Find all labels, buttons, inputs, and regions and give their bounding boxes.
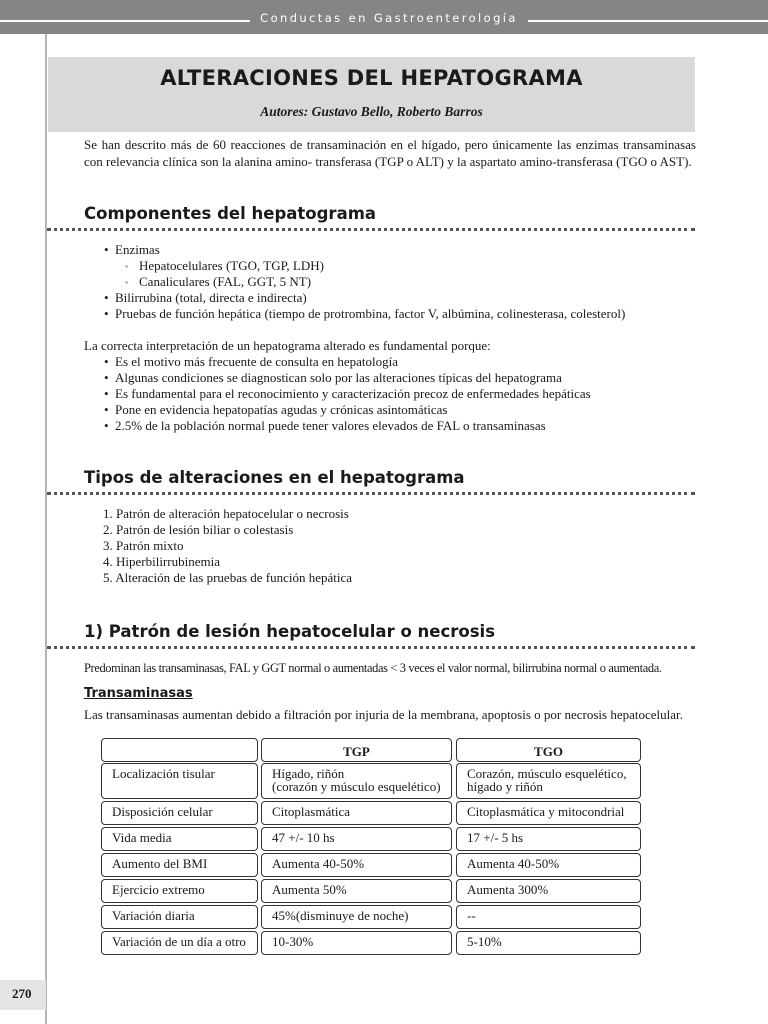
- table-cell-line: 47 +/- 10 hs: [272, 830, 335, 845]
- section-divider: [47, 646, 695, 649]
- table-cell-line: 17 +/- 5 hs: [467, 830, 524, 845]
- list-item: 4. Hiperbilirrubinemia: [103, 554, 220, 569]
- section-divider: [47, 492, 695, 495]
- list-item: • Pruebas de función hepática (tiempo de protrombina, factor V, albúmina, colinesterasa, colesterol): [103, 306, 625, 322]
- transaminasas-text: Las transaminasas aumentan debido a filtración por injuria de la membrana, apoptosis o por necrosis hepatocelular.: [84, 707, 683, 722]
- list-item: 3. Patrón mixto: [103, 538, 184, 553]
- section-heading-types: Tipos de alteraciones en el hepatograma: [84, 468, 465, 487]
- table-cell-line: Corazón, músculo esquelético,: [467, 766, 627, 781]
- title-box: [48, 57, 695, 132]
- table-cell-line: Aumenta 50%: [272, 882, 347, 897]
- table-cell-tgo: [456, 905, 641, 929]
- page-number: 270: [12, 986, 32, 1001]
- table-cell-line: 45%(disminuye de noche): [272, 908, 409, 923]
- list-subitem: ◦ Hepatocelulares (TGO, TGP, LDH): [103, 258, 625, 274]
- table-row-label: Ejercicio extremo: [101, 879, 258, 903]
- table-cell-line: --: [467, 908, 476, 923]
- table-cell-line: Aumenta 40-50%: [272, 856, 365, 871]
- table-row-label: Variación diaria: [101, 905, 258, 929]
- table-cell-tgo: [456, 931, 641, 955]
- reasons-list: [103, 354, 591, 434]
- list-item: • Pone en evidencia hepatopatías agudas y crónicas asintomáticas: [103, 402, 591, 418]
- table-row-label: Localización tisular: [101, 763, 258, 799]
- page-number-tab: [0, 980, 46, 1010]
- table-cell-line: Aumenta 300%: [467, 882, 549, 897]
- table-cell-tgp: [261, 879, 452, 903]
- header-bar: [0, 0, 768, 34]
- table-cell-line: Citoplasmática: [272, 804, 350, 819]
- table-row-label: Vida media: [101, 827, 258, 851]
- header-rule-left: [0, 20, 250, 22]
- table-cell-line: (corazón y músculo esquelético): [272, 779, 441, 794]
- subheading-transaminasas: Transaminasas: [84, 686, 193, 701]
- table-row-label: Aumento del BMI: [101, 853, 258, 877]
- list-item: • Es fundamental para el reconocimiento y caracterización precoz de enfermedades hepáticas: [103, 386, 591, 402]
- pattern1-summary: Predominan las transaminasas, FAL y GGT normal o aumentadas < 3 veces el valor normal, bilirrubina normal o aumentada.: [84, 661, 662, 675]
- list-item: • Es el motivo más frecuente de consulta en hepatología: [103, 354, 591, 370]
- list-item: 2. Patrón de lesión biliar o colestasis: [103, 522, 294, 537]
- components-list: [103, 242, 625, 322]
- interpretation-intro: La correcta interpretación de un hepatograma alterado es fundamental porque:: [84, 338, 491, 353]
- header-rule-right: [528, 20, 768, 22]
- table-cell-tgo: [456, 879, 641, 903]
- list-item: • Algunas condiciones se diagnostican solo por las alteraciones típicas del hepatograma: [103, 370, 591, 386]
- types-list: [103, 506, 352, 586]
- table-cell-tgp: [261, 931, 452, 955]
- table-cell-line: Aumenta 40-50%: [467, 856, 560, 871]
- table-cell-tgo: [456, 853, 641, 877]
- table-cell-tgp: [261, 763, 452, 799]
- list-item: • Enzimas: [103, 242, 625, 258]
- table-cell-tgo: [456, 763, 641, 799]
- list-item: 5. Alteración de las pruebas de función hepática: [103, 570, 353, 585]
- table-cell-tgp: [261, 827, 452, 851]
- table-row-label: Variación de un día a otro: [101, 931, 258, 955]
- list-item: • 2.5% de la población normal puede tener valores elevados de FAL o transaminasas: [103, 418, 591, 434]
- table-cell-tgp: [261, 853, 452, 877]
- list-item: • Bilirrubina (total, directa e indirecta): [103, 290, 625, 306]
- table-row-label: Disposición celular: [101, 801, 258, 825]
- section-divider: [47, 228, 695, 231]
- table-cell-tgp: [261, 801, 452, 825]
- table-cell-tgo: [456, 801, 641, 825]
- section-heading-components: Componentes del hepatograma: [84, 204, 377, 223]
- table-cell-line: Hígado, riñón: [272, 766, 345, 781]
- list-item: 1. Patrón de alteración hepatocelular o necrosis: [103, 506, 349, 521]
- table-cell-tgp: [261, 905, 452, 929]
- table-cell-line: 5-10%: [467, 934, 502, 949]
- intro-paragraph: Se han descrito más de 60 reacciones de transaminación en el hígado, pero únicamente las enzimas transaminasas con relevancia clínica son la alanina amino- transferasa (TGP o ALT) y la aspartato amino-transferasa (TGO o AST).: [84, 137, 696, 169]
- table-cell-line: 10-30%: [272, 934, 314, 949]
- page-title: ALTERACIONES DEL HEPATOGRAMA: [160, 66, 583, 90]
- table-cell-line: Citoplasmática y mitocondrial: [467, 804, 625, 819]
- table-cell-tgo: [456, 827, 641, 851]
- running-title: Conductas en Gastroenterología: [260, 11, 518, 25]
- table-header-cell: TGP: [261, 738, 452, 762]
- list-subitem: ◦ Canaliculares (FAL, GGT, 5 NT): [103, 274, 625, 290]
- table-cell-line: hígado y riñón: [467, 779, 543, 794]
- table-header-cell: TGO: [456, 738, 641, 762]
- authors: Autores: Gustavo Bello, Roberto Barros: [260, 104, 483, 119]
- left-margin-rule: [45, 34, 47, 1024]
- table-header-cell: [101, 738, 258, 762]
- section-heading-pattern1: 1) Patrón de lesión hepatocelular o necrosis: [84, 622, 496, 641]
